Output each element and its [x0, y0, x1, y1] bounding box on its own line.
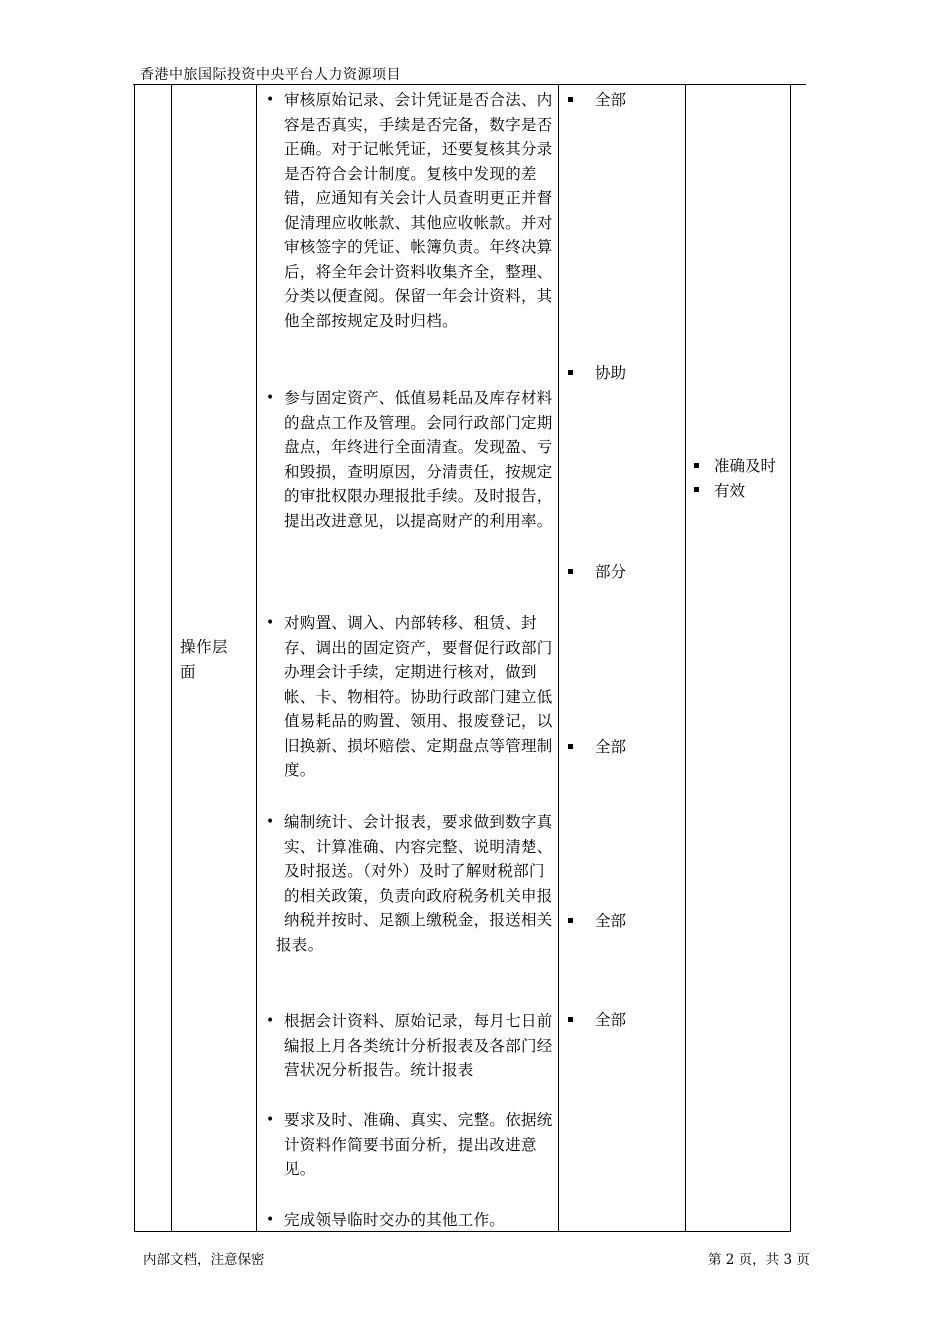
level-cell: 操作层面: [180, 638, 229, 681]
footer-confidential-note: 内部文档，注意保密: [143, 1252, 265, 1268]
authority-item: [568, 909, 626, 934]
document-header-title: 香港中旅国际投资中央平台人力资源项目: [140, 67, 401, 83]
header-rule: [133, 84, 806, 85]
table-column-divider: [685, 85, 686, 1232]
table-column-divider: [171, 85, 172, 1232]
standard-item: [694, 479, 776, 504]
square-bullet-icon: [568, 918, 573, 923]
task-item: [266, 386, 554, 533]
authority-text: 部分: [595, 563, 627, 581]
authority-text: 全部: [595, 738, 627, 756]
task-item: [266, 1009, 554, 1083]
task-text: 参与固定资产、低值易耗品及库存材料的盘点工作及管理。会同行政部门定期盘点，年终进行全面清查。发现盈、亏和毁损，查明原因，分清责任，按规定的审批权限办理报批手续。及时报告，提出改进意见，以提高财产的利用率。: [284, 389, 553, 530]
task-text: 完成领导临时交办的其他工作。: [284, 1211, 506, 1229]
bullet-icon: •: [266, 814, 275, 830]
square-bullet-icon: [568, 370, 573, 375]
task-text: 审核原始记录、会计凭证是否合法、内容是否真实，手续是否完备，数字是否正确。对于记帐凭证，还要复核其分录是否符合会计制度。复核中发现的差错，应通知有关会计人员查明更正并督促清理应收帐款、其他应收帐款。并对审核签字的凭证、帐簿负责。年终决算后，将全年会计资料收集齐全，整理、分类以便查阅。保留一年会计资料，其他全部按规定及时归档。: [284, 91, 553, 330]
authority-item: [568, 88, 626, 113]
bullet-icon: •: [266, 615, 275, 631]
authority-item: [568, 560, 626, 585]
authority-text: 全部: [595, 912, 627, 930]
table-border-right: [790, 85, 791, 1232]
task-text: 要求及时、准确、真实、完整。依据统计资料作简要书面分析，提出改进意见。: [284, 1111, 553, 1178]
task-text: 对购置、调入、内部转移、租赁、封存、调出的固定资产，要督促行政部门办理会计手续，定期进行核对，做到帐、卡、物相符。协助行政部门建立低值易耗品的购置、领用、报废登记，以旧换新、损坏赔偿、定期盘点等管理制度。: [284, 614, 553, 779]
square-bullet-icon: [694, 463, 699, 468]
standard-item: [694, 454, 776, 479]
square-bullet-icon: [694, 487, 699, 492]
task-text-continuation: 报表。: [276, 935, 324, 954]
authority-text: 协助: [595, 364, 627, 382]
square-bullet-icon: [568, 97, 573, 102]
task-item: [266, 1108, 554, 1182]
task-text: 编制统计、会计报表，要求做到数字真实、计算准确、内容完整、说明清楚、及时报送。（对外）及时了解财税部门的相关政策，负责向政府税务机关申报纳税并按时、足额上缴税金，报送相关: [284, 813, 553, 929]
square-bullet-icon: [568, 744, 573, 749]
task-text: 根据会计资料、原始记录，每月七日前编报上月各类统计分析报表及各部门经营状况分析报告。统计报表: [284, 1012, 553, 1079]
authority-item: [568, 361, 626, 386]
task-item: [266, 88, 554, 333]
table-column-divider: [558, 85, 559, 1232]
bullet-icon: •: [266, 390, 275, 406]
standard-text: 准确及时: [714, 457, 777, 475]
square-bullet-icon: [568, 569, 573, 574]
bullet-icon: •: [266, 1013, 275, 1029]
bullet-icon: •: [266, 1112, 275, 1128]
authority-item: [568, 1008, 626, 1033]
task-item: [266, 810, 554, 957]
task-item: [266, 611, 554, 783]
authority-text: 全部: [595, 1011, 627, 1029]
footer-page-number: 第 2 页，共 3 页: [708, 1252, 810, 1268]
square-bullet-icon: [568, 1017, 573, 1022]
table-border-left: [134, 85, 135, 1232]
authority-item: [568, 735, 626, 760]
authority-text: 全部: [595, 91, 627, 109]
standard-text: 有效: [714, 481, 746, 500]
task-item: [266, 1208, 554, 1233]
standards-list: [694, 454, 776, 503]
table-column-divider: [256, 85, 257, 1232]
bullet-icon: •: [266, 1212, 275, 1228]
bullet-icon: •: [266, 92, 275, 108]
